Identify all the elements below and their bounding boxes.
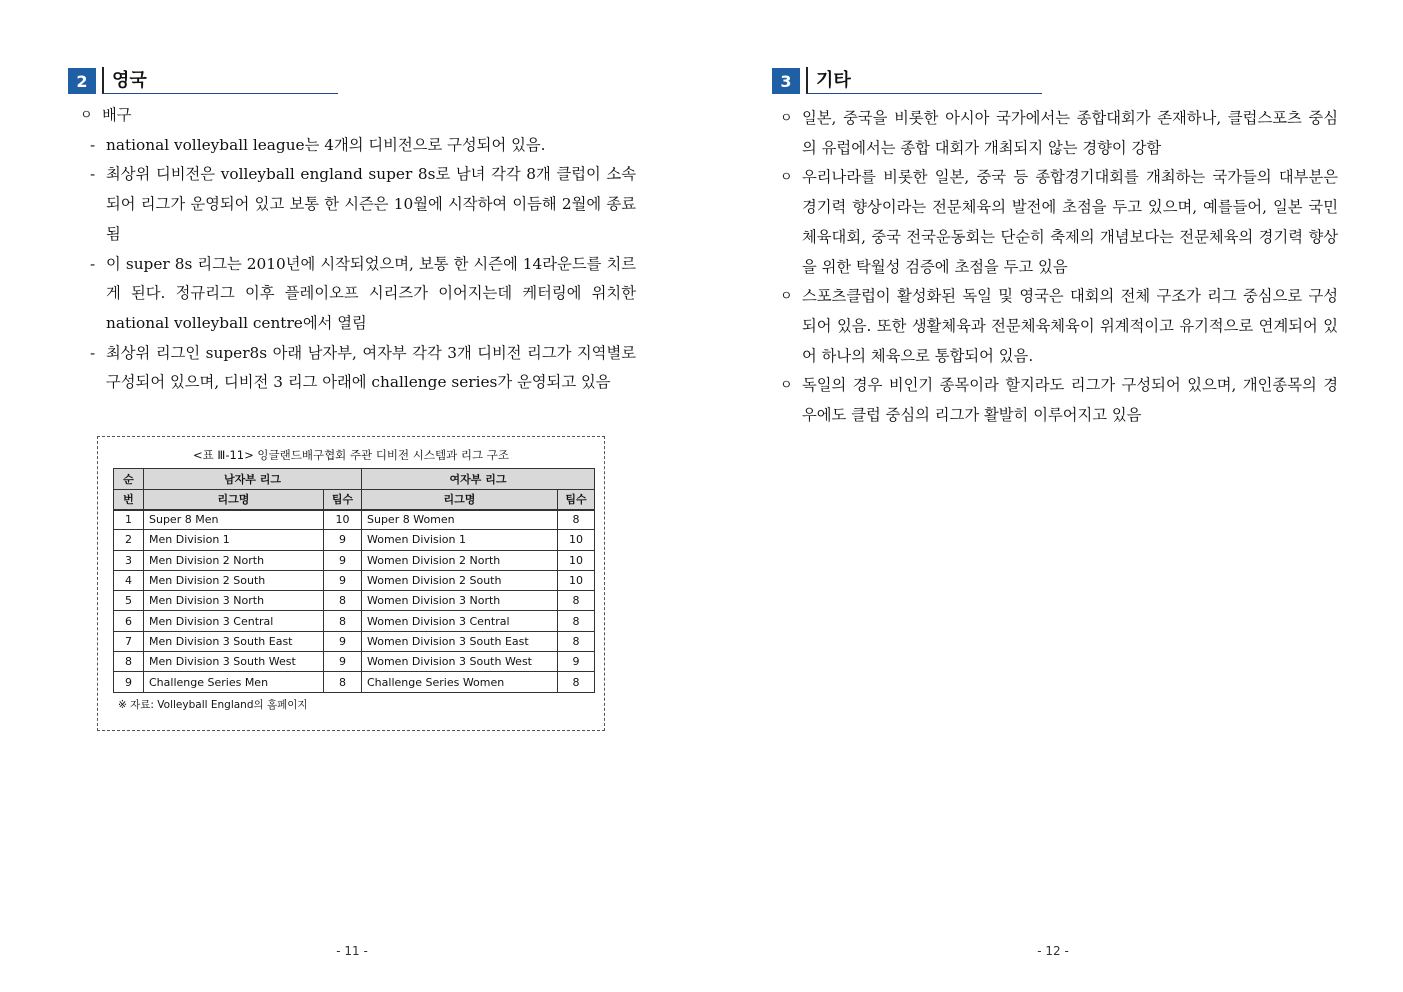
table-row — [114, 570, 595, 590]
men-teams-cell: 10 — [324, 510, 362, 530]
women-teams-cell: 8 — [558, 591, 595, 611]
right-body — [778, 104, 1338, 431]
women-teams-cell: 8 — [558, 631, 595, 651]
bullet-marker: ㅇ — [80, 108, 93, 123]
men-teams-cell: 8 — [324, 591, 362, 611]
women-league-cell: Women Division 3 South East — [362, 631, 558, 651]
section-number-badge: 3 — [772, 68, 800, 94]
women-league-cell: Women Division 2 North — [362, 550, 558, 570]
men-league-cell: Men Division 3 Central — [144, 611, 324, 631]
women-league-cell: Women Division 3 South West — [362, 652, 558, 672]
section-title: 기타 — [806, 67, 1042, 94]
league-table — [113, 468, 595, 693]
bullet-item — [78, 101, 636, 131]
bullet-marker: ㅇ — [780, 289, 793, 305]
bullet-text: 독일의 경우 비인기 종목이라 할지라도 리그가 구성되어 있으며, 개인종목의 경우에도 클럽 중심의 리그가 활발히 이루어지고 있음 — [802, 376, 1338, 425]
men-league-cell: Super 8 Men — [144, 510, 324, 530]
section-title: 영국 — [102, 67, 338, 94]
row-number-cell: 3 — [114, 550, 144, 570]
table-body — [114, 510, 595, 693]
header-order-top: 순 — [114, 469, 144, 490]
section-number-badge: 2 — [68, 68, 96, 94]
bullet-text: 스포츠클럽이 활성화된 독일 및 영국은 대회의 전체 구조가 리그 중심으로 구성되어 있음. 또한 생활체육과 전문체육체육이 위계적이고 유기적으로 연계되어 있어 하나의 체육으로 통합되어 있음. — [802, 287, 1338, 365]
men-teams-cell: 8 — [324, 611, 362, 631]
section-heading-uk — [68, 68, 338, 94]
row-number-cell: 1 — [114, 510, 144, 530]
dash-marker: - — [90, 343, 96, 362]
men-league-cell: Men Division 1 — [144, 530, 324, 550]
section-heading-other — [772, 68, 1042, 94]
row-number-cell: 2 — [114, 530, 144, 550]
men-teams-cell: 9 — [324, 550, 362, 570]
men-teams-cell: 9 — [324, 570, 362, 590]
men-league-cell: Men Division 2 South — [144, 570, 324, 590]
table-row — [114, 652, 595, 672]
men-league-cell: Men Division 2 North — [144, 550, 324, 570]
men-league-cell: Men Division 3 North — [144, 591, 324, 611]
bullet-marker: ㅇ — [780, 111, 793, 126]
header-league-name: 리그명 — [144, 489, 324, 510]
table-row — [114, 631, 595, 651]
women-league-cell: Challenge Series Women — [362, 672, 558, 692]
table-row — [114, 672, 595, 692]
men-league-cell: Men Division 3 South West — [144, 652, 324, 672]
header-men-league: 남자부 리그 — [144, 469, 362, 490]
women-league-cell: Women Division 1 — [362, 530, 558, 550]
header-teams: 팀수 — [558, 489, 595, 510]
dash-text: 최상위 리그인 super8s 아래 남자부, 여자부 각각 3개 디비전 리그가 지역별로 구성되어 있으며, 디비전 3 리그 아래에 challenge series가 운영되고 있음 — [106, 343, 636, 392]
dash-marker: - — [90, 135, 96, 154]
men-teams-cell: 9 — [324, 530, 362, 550]
dash-marker: - — [90, 165, 96, 184]
left-page — [0, 0, 701, 992]
dash-text: national volleyball league는 4개의 디비전으로 구성되어 있음. — [106, 135, 546, 154]
dash-item — [78, 131, 636, 161]
table-row — [114, 591, 595, 611]
women-league-cell: Super 8 Women — [362, 510, 558, 530]
row-number-cell: 5 — [114, 591, 144, 611]
bullet-item — [778, 163, 1338, 282]
bullet-item — [778, 282, 1338, 371]
right-page — [702, 0, 1403, 992]
dash-item — [78, 339, 636, 398]
men-teams-cell: 8 — [324, 672, 362, 692]
women-teams-cell: 8 — [558, 672, 595, 692]
header-teams: 팀수 — [324, 489, 362, 510]
women-teams-cell: 10 — [558, 550, 595, 570]
bullet-marker: ㅇ — [780, 378, 793, 394]
dash-item — [78, 160, 636, 249]
women-teams-cell: 9 — [558, 652, 595, 672]
men-teams-cell: 9 — [324, 631, 362, 651]
table-row — [114, 510, 595, 530]
header-women-league: 여자부 리그 — [362, 469, 595, 490]
page-number: - 11 - — [336, 944, 368, 958]
bullet-marker: ㅇ — [780, 170, 793, 186]
table-row — [114, 530, 595, 550]
dash-text: 최상위 디비전은 volleyball england super 8s로 남녀 각각 8개 클럽이 소속되어 리그가 운영되어 있고 보통 한 시즌은 10월에 시작하여 이듬해 2월에 종료됨 — [106, 165, 636, 243]
page-number: - 12 - — [1037, 944, 1069, 958]
women-teams-cell: 8 — [558, 611, 595, 631]
bullet-text: 배구 — [102, 106, 132, 124]
table-row — [114, 611, 595, 631]
row-number-cell: 6 — [114, 611, 144, 631]
header-league-name: 리그명 — [362, 489, 558, 510]
bullet-item — [778, 104, 1338, 163]
row-number-cell: 8 — [114, 652, 144, 672]
bullet-text: 우리나라를 비롯한 일본, 중국 등 종합경기대회를 개최하는 국가들의 대부분은 경기력 향상이라는 전문체육의 발전에 초점을 두고 있으며, 예를들어, 일본 국민체육대회, 중국 전국운동회는 단순히 축제의 개념보다는 전문체육의 경기력 향상을 위한 탁월성 검증에 초점을 두고 있음 — [802, 168, 1338, 276]
table-container — [97, 436, 605, 731]
bullet-item — [778, 371, 1338, 430]
bullet-text: 일본, 중국을 비롯한 아시아 국가에서는 종합대회가 존재하나, 클럽스포츠 중심의 유럽에서는 종합 대회가 개최되지 않는 경향이 강함 — [802, 109, 1338, 157]
women-league-cell: Women Division 3 North — [362, 591, 558, 611]
women-teams-cell: 8 — [558, 510, 595, 530]
dash-text: 이 super 8s 리그는 2010년에 시작되었으며, 보통 한 시즌에 14라운드를 치르게 된다. 정규리그 이후 플레이오프 시리즈가 이어지는데 케터링에 위치한 national volleyball centre에서 열림 — [106, 254, 636, 332]
women-teams-cell: 10 — [558, 570, 595, 590]
header-order-bottom: 번 — [114, 489, 144, 510]
men-league-cell: Men Division 3 South East — [144, 631, 324, 651]
row-number-cell: 4 — [114, 570, 144, 590]
women-league-cell: Women Division 3 Central — [362, 611, 558, 631]
men-teams-cell: 9 — [324, 652, 362, 672]
dash-marker: - — [90, 254, 96, 273]
women-league-cell: Women Division 2 South — [362, 570, 558, 590]
women-teams-cell: 10 — [558, 530, 595, 550]
left-body — [78, 101, 636, 398]
table-row — [114, 550, 595, 570]
table-caption: <표 Ⅲ-11> 잉글랜드배구협회 주관 디비전 시스템과 리그 구조 — [193, 448, 509, 462]
table-source: ※ 자료: Volleyball England의 홈페이지 — [118, 698, 308, 711]
row-number-cell: 7 — [114, 631, 144, 651]
men-league-cell: Challenge Series Men — [144, 672, 324, 692]
dash-item — [78, 250, 636, 339]
row-number-cell: 9 — [114, 672, 144, 692]
